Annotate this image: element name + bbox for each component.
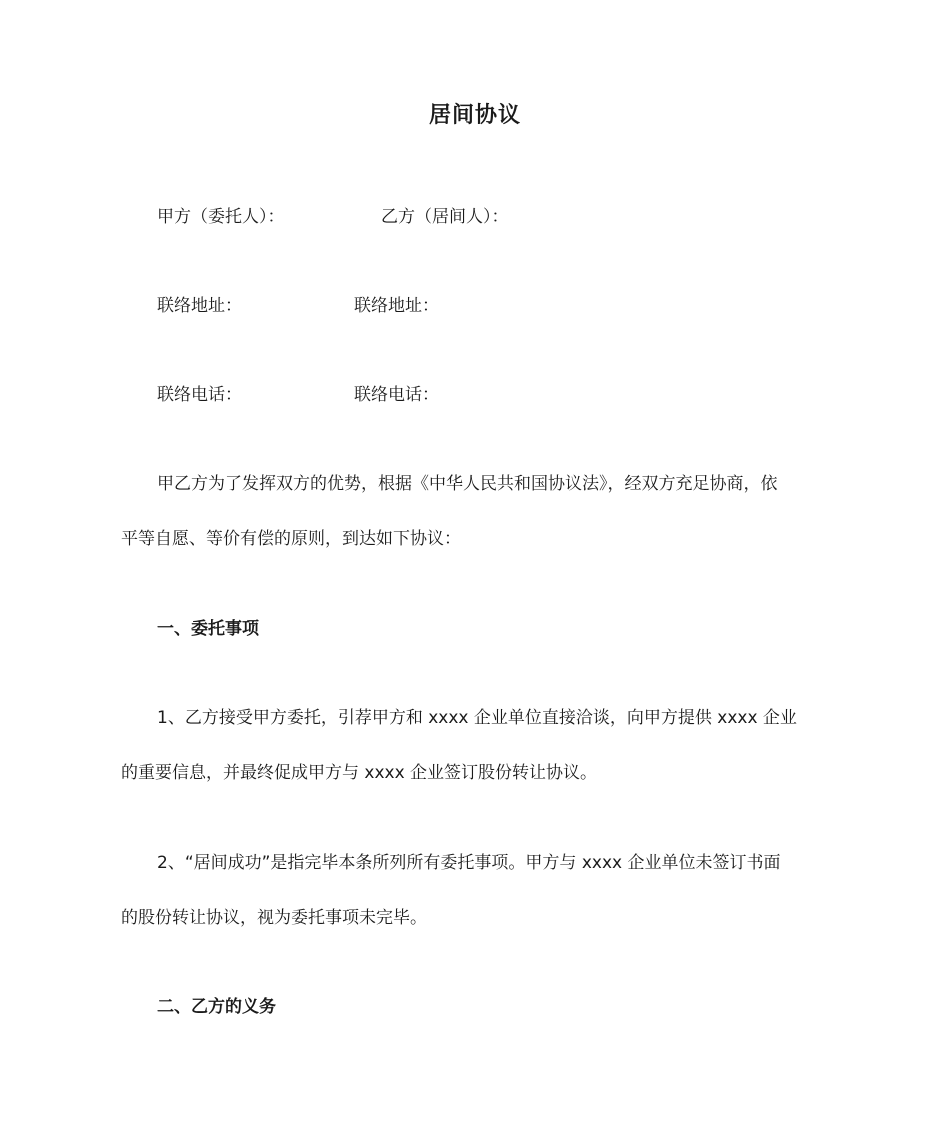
intro-paragraph-line-1: 甲乙方为了发挥双方的优势，根据《中华人民共和国协议法》，经双方充足协商，依 bbox=[157, 474, 778, 494]
party-a-address-label: 联络地址： bbox=[157, 296, 242, 316]
item-2-line-1: 2、“居间成功”是指完毕本条所列所有委托事项。甲方与 xxxx 企业单位未签订书面 bbox=[157, 853, 781, 873]
item-2-line-2: 的股份转让协议，视为委托事项未完毕。 bbox=[121, 908, 427, 928]
intro-paragraph-line-2: 平等自愿、等价有偿的原则，到达如下协议： bbox=[121, 529, 461, 549]
party-b-phone-label: 联络电话： bbox=[354, 385, 439, 405]
item-1-line-2: 的重要信息，并最终促成甲方与 xxxx 企业签订股份转让协议。 bbox=[121, 763, 598, 783]
section-1-heading: 一、委托事项 bbox=[157, 619, 259, 639]
party-b-address-label: 联络地址： bbox=[354, 296, 439, 316]
document-title: 居间协议 bbox=[428, 103, 521, 128]
item-1-line-1: 1、乙方接受甲方委托，引荐甲方和 xxxx 企业单位直接洽谈，向甲方提供 xxxx 企业 bbox=[157, 708, 797, 728]
party-a-label: 甲方（委托人）： bbox=[157, 207, 285, 227]
party-a-phone-label: 联络电话： bbox=[157, 385, 242, 405]
section-2-heading: 二、乙方的义务 bbox=[157, 997, 276, 1017]
party-b-label: 乙方（居间人）： bbox=[381, 207, 509, 227]
